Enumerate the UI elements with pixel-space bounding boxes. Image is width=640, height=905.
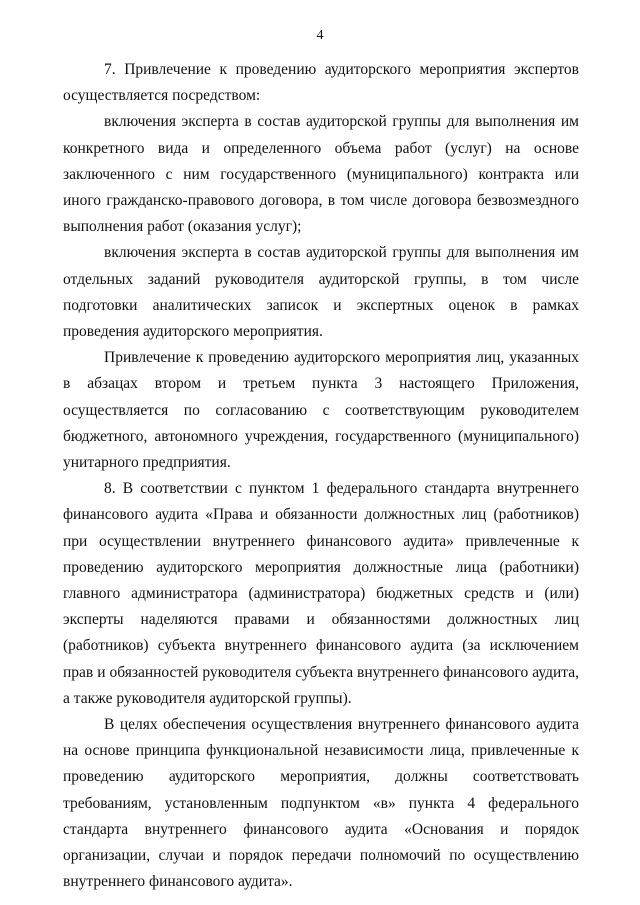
paragraph-8-rights: 8. В соответствии с пунктом 1 федерального стандарта внутреннего финансового аудита «Права и обязанности должностных лиц (работников) при осуществлении внутреннего финансового аудита» привлеченные к проведению аудиторского мероприятия должностные лица (работники) главного администратора (администратора) бюджетных средств и (или) эксперты наделяются правами и обязанностями должностных лиц (работников) субъекта внутреннего финансового аудита (за исключением прав и обязанностей руководителя субъекта внутреннего финансового аудита, а также руководителя аудиторской группы). [63,480,579,707]
paragraph-7-intro: 7. Привлечение к проведению аудиторского мероприятия экспертов осуществляется посредством: [63,61,579,105]
document-body [63,57,579,896]
paragraph-expert-tasks: включения эксперта в состав аудиторской группы для выполнения им отдельных заданий руководителя аудиторской группы, в том числе подготовки аналитических записок и экспертных оценок в рамках проведения аудиторского мероприятия. [63,244,579,341]
paragraph-agreement: Привлечение к проведению аудиторского мероприятия лиц, указанных в абзацах втором и третьем пункта 3 настоящего Приложения, осуществляется по согласованию с соответствующим руководителем бюджетного, автономного учреждения, государственного (муниципального) унитарного предприятия. [63,349,579,472]
page-number: 4 [316,28,324,43]
paragraph-expert-contract: включения эксперта в состав аудиторской группы для выполнения им конкретного вида и определенного объема работ (услуг) на основе заключенного с ним государственного (муниципального) контракта или иного гражданско-правового договора, в том числе договора безвозмездного выполнения работ (оказания услуг); [63,113,579,236]
paragraph-independence: В целях обеспечения осуществления внутреннего финансового аудита на основе принципа функциональной независимости лица, привлеченные к проведению аудиторского мероприятия, должны соответствовать требованиям, установленным подпунктом «в» пункта 4 федерального стандарта внутреннего финансового аудита «Основания и порядок организации, случаи и порядок передачи полномочий по осуществлению внутреннего финансового аудита». [63,716,579,891]
